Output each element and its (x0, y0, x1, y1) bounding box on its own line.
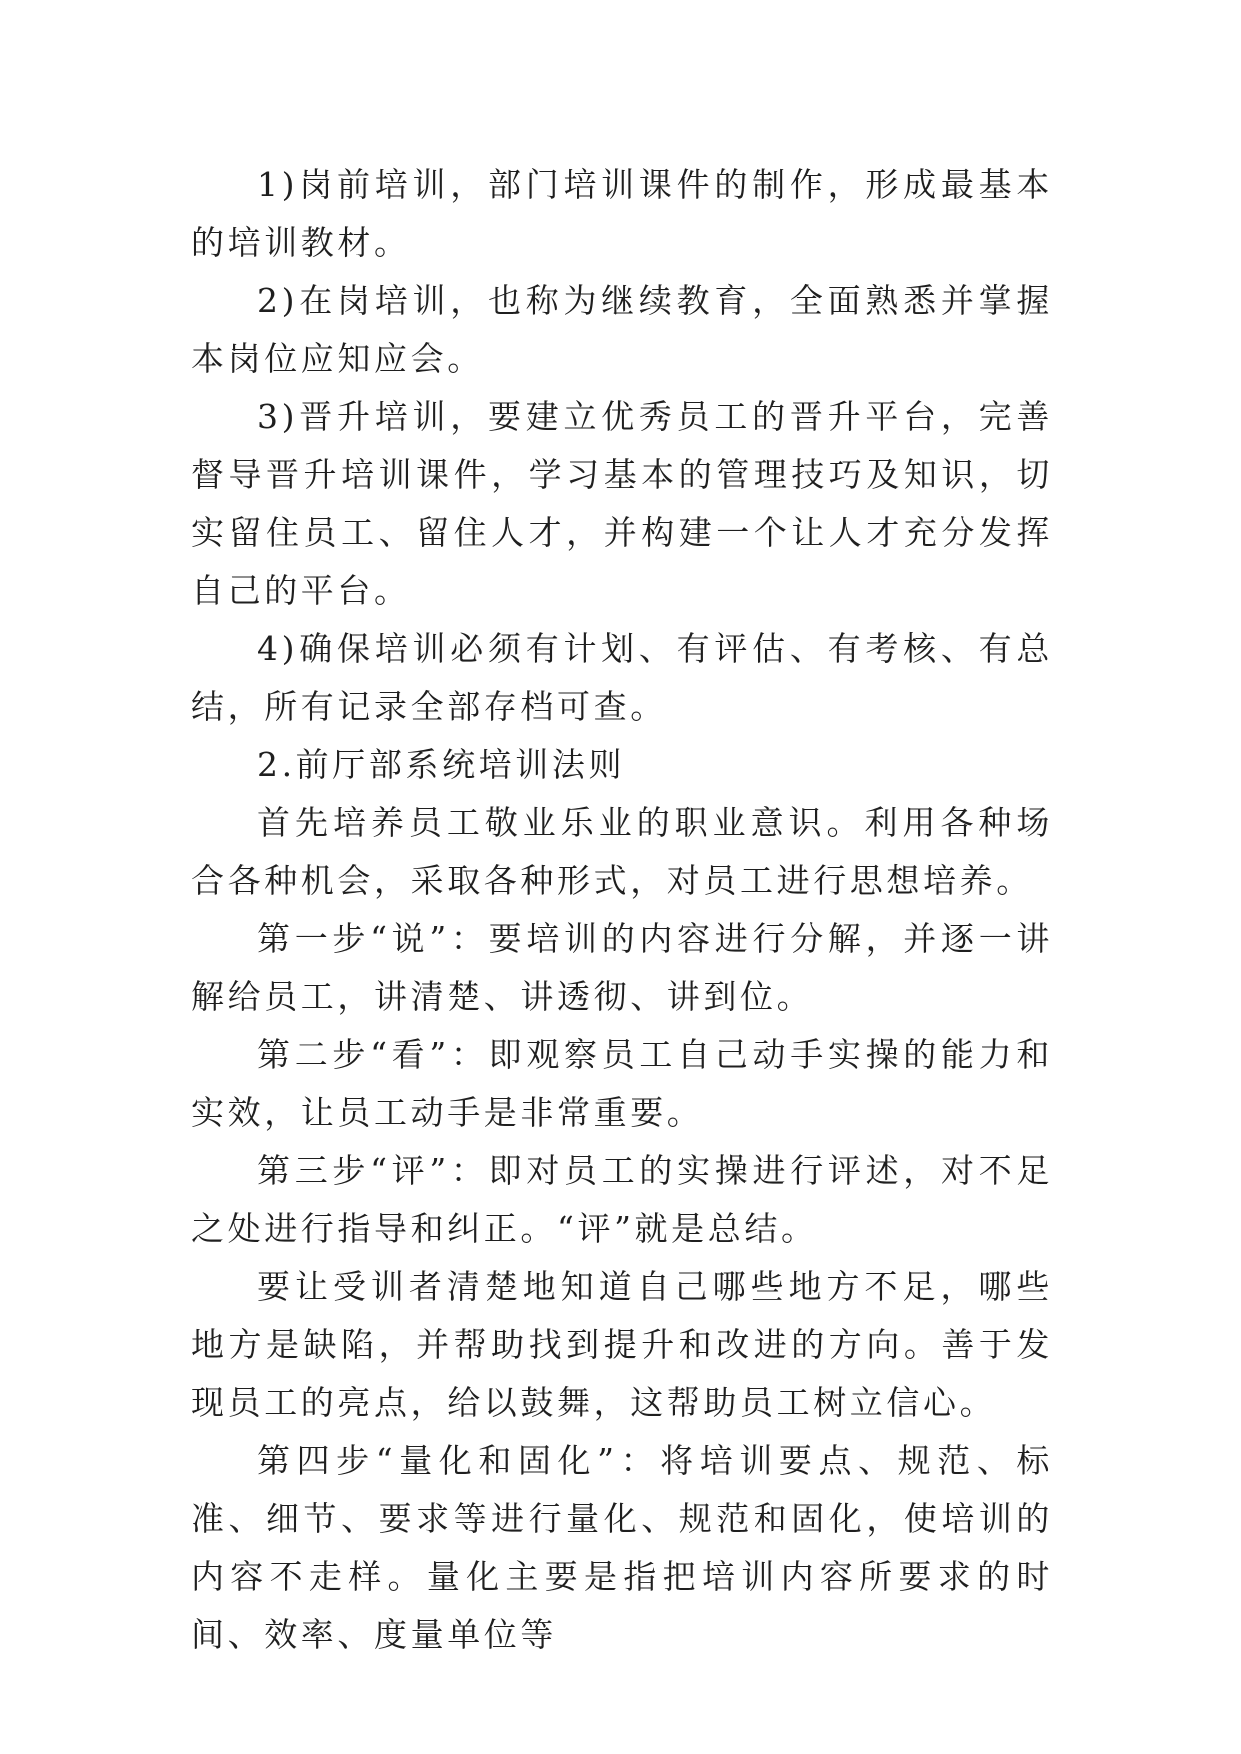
paragraph-step-three: 第三步“评”：即对员工的实操进行评述，对不足之处进行指导和纠正。“评”就是总结。 (191, 1151, 1053, 1248)
paragraph-step-one: 第一步“说”：要培训的内容进行分解，并逐一讲解给员工，讲清楚、讲透彻、讲到位。 (191, 919, 1053, 1016)
section-heading: 2.前厅部系统培训法则 (257, 745, 626, 784)
paragraph-feedback: 要让受训者清楚地知道自己哪些地方不足，哪些地方是缺陷，并帮助找到提升和改进的方向。善于发现员工的亮点，给以鼓舞，这帮助员工树立信心。 (191, 1267, 1053, 1422)
paragraph-promotion-training: 3)晋升培训，要建立优秀员工的晋升平台，完善督导晋升培训课件，学习基本的管理技巧及知识，切实留住员工、留住人才，并构建一个让人才充分发挥自己的平台。 (191, 397, 1053, 610)
paragraph-on-job-training: 2)在岗培训，也称为继续教育，全面熟悉并掌握本岗位应知应会。 (191, 281, 1053, 378)
paragraph-training-records: 4)确保培训必须有计划、有评估、有考核、有总结，所有记录全部存档可查。 (191, 629, 1053, 726)
body-text (191, 156, 1053, 1664)
paragraph-step-four: 第四步“量化和固化”：将培训要点、规范、标准、细节、要求等进行量化、规范和固化，使培训的内容不走样。量化主要是指把培训内容所要求的时间、效率、度量单位等 (191, 1441, 1053, 1654)
paragraph-pre-job-training: 1)岗前培训，部门培训课件的制作，形成最基本的培训教材。 (191, 165, 1053, 262)
paragraph-professional-awareness: 首先培养员工敬业乐业的职业意识。利用各种场合各种机会，采取各种形式，对员工进行思想培养。 (191, 803, 1053, 900)
paragraph-step-two: 第二步“看”：即观察员工自己动手实操的能力和实效，让员工动手是非常重要。 (191, 1035, 1053, 1132)
